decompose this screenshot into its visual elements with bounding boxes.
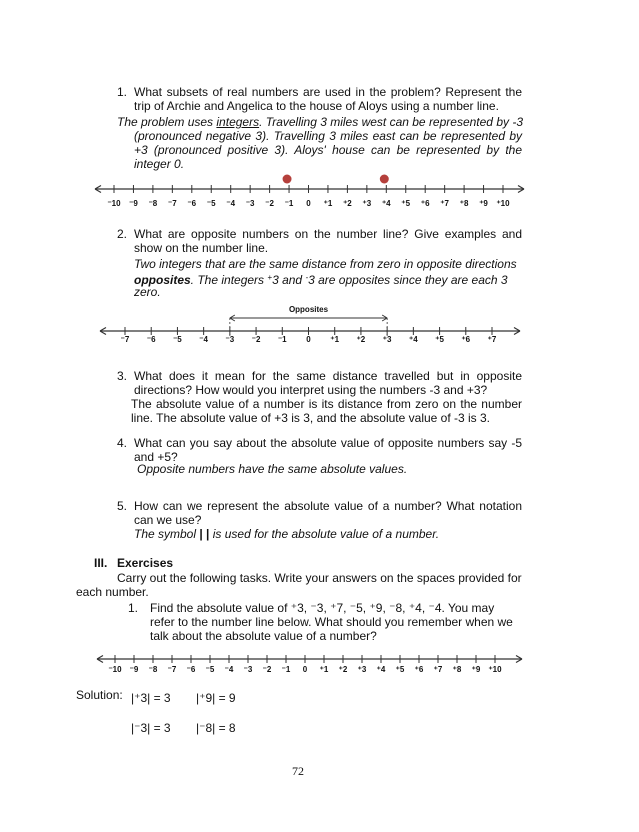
tick-label: ⁺7	[433, 665, 443, 674]
q2-number: 2.	[117, 227, 128, 241]
tick-label: ⁻7	[120, 335, 130, 344]
q1-text-line1: What subsets of real numbers are used in the problem? Represent the	[134, 85, 522, 99]
tick-label: ⁺5	[435, 335, 444, 344]
q2-answer-line2	[134, 271, 508, 287]
tick-label: ⁺2	[343, 199, 352, 208]
bracket-right-arrow-icon	[382, 315, 387, 321]
tick-label: ⁻4	[199, 335, 208, 344]
tick-label: ⁺2	[338, 665, 348, 674]
tick-label: ⁻9	[129, 199, 138, 208]
q3-answer-line2: line. The absolute value of +3 is 3, and the absolute value of -3 is 3.	[131, 411, 491, 425]
right-arrow-icon	[514, 328, 520, 335]
tick-label: ⁺6	[461, 335, 471, 344]
q5-text-line1: How can we represent the absolute value of a number? What notation	[134, 499, 522, 513]
q1-answer-line4: integer 0.	[134, 157, 185, 171]
q2-answer-mid2: 3 and	[272, 273, 306, 287]
tick-label: ⁺9	[471, 665, 481, 674]
tick-label: ⁻6	[187, 199, 197, 208]
tick-label: ⁺1	[330, 335, 340, 344]
q5-answer-post: is used for the absolute value of a number.	[209, 527, 440, 541]
q2-answer-mid1: . The integers	[190, 273, 268, 287]
left-arrow-icon	[97, 656, 103, 663]
exercises-intro-line1: Carry out the following tasks. Write your answers on the spaces provided for	[117, 571, 522, 585]
solution-answer-3: |⁻3| = 3	[131, 721, 171, 735]
tick-label: ⁺5	[401, 199, 411, 208]
q4-text-line1: What can you say about the absolute value of opposite numbers say -5	[134, 436, 522, 450]
tick-label: ⁺8	[459, 199, 469, 208]
q1-answer-line2: (pronounced negative 3). Travelling 3 miles east can be represented by	[134, 129, 522, 143]
tick-label: ⁻3	[245, 199, 255, 208]
tick-label: ⁻5	[205, 665, 215, 674]
position-marker	[283, 175, 292, 184]
q3-number: 3.	[117, 369, 128, 383]
opposites-title: Opposites	[288, 305, 329, 314]
tick-label: ⁺6	[420, 199, 430, 208]
tick-label: 0	[302, 665, 308, 674]
q3-text-line1: What does it mean for the same distance travelled but in opposite	[134, 369, 522, 383]
q5-text-line2: can we use?	[134, 513, 202, 527]
tick-label: 0	[306, 199, 311, 208]
absolute-value-symbol: | |	[199, 527, 210, 541]
q1-number: 1.	[117, 85, 128, 99]
q4-number: 4.	[117, 436, 128, 450]
solution-answer-1: |⁺3| = 3	[131, 691, 171, 705]
q1-answer-line3: +3 (pronounced positive 3). Aloys' house can be represented by the	[134, 143, 522, 157]
left-arrow-icon	[100, 328, 106, 335]
tick-label: ⁻6	[146, 335, 156, 344]
tick-label: ⁻7	[168, 199, 177, 208]
q1-answer-rest: . Travelling 3 miles west can be represented by -3	[259, 115, 523, 129]
solution-answer-2: |⁺9| = 9	[196, 691, 236, 705]
q5-answer-pre: The symbol	[134, 527, 200, 541]
exercise-item-number: 1.	[128, 601, 139, 615]
right-arrow-icon	[516, 656, 522, 663]
q1-answer-pre: The problem uses	[117, 115, 217, 129]
tick-label: ⁻3	[243, 665, 253, 674]
q2-answer-line1: Two integers that are the same distance from zero in opposite directions	[134, 257, 517, 271]
right-arrow-icon	[518, 186, 524, 193]
exercises-roman: III.	[94, 556, 108, 570]
tick-label: ⁻2	[265, 199, 274, 208]
tick-label: ⁻5	[206, 199, 216, 208]
q1-text-line2: trip of Archie and Angelica to the house of Aloys using a number line.	[134, 99, 499, 113]
tick-label: ⁺6	[414, 665, 424, 674]
tick-label: ⁻1	[277, 335, 287, 344]
tick-label: ⁻10	[108, 665, 122, 674]
tick-label: ⁻3	[225, 335, 235, 344]
tick-label: ⁺3	[357, 665, 367, 674]
tick-label: ⁺1	[319, 665, 329, 674]
tick-label: ⁺1	[323, 199, 333, 208]
q5-number: 5.	[117, 499, 128, 513]
q2-answer-sup-minus: -	[305, 273, 309, 282]
tick-label: ⁺4	[381, 199, 391, 208]
tick-label: ⁺3	[382, 335, 392, 344]
exercise-item-line1: Find the absolute value of ⁺3, ⁻3, ⁺7, ⁻5, ⁺9, ⁻8, ⁺4, ⁻4. You may	[150, 601, 495, 615]
tick-label: 0	[306, 335, 311, 344]
exercises-intro-line2: each number.	[76, 585, 149, 599]
tick-label: ⁻4	[224, 665, 234, 674]
q4-text-line2: and +5?	[134, 450, 178, 464]
tick-label: ⁻10	[107, 199, 121, 208]
tick-label: ⁻9	[129, 665, 139, 674]
tick-label: ⁺5	[395, 665, 405, 674]
q2-text-line2: show on the number line.	[134, 241, 269, 255]
q2-answer-opposites: opposites	[134, 273, 191, 287]
tick-label: ⁻5	[173, 335, 182, 344]
q2-answer-mid3: 3 are opposites since they are each 3	[308, 273, 508, 287]
q2-answer-line3: zero.	[134, 285, 161, 299]
tick-label: ⁺2	[356, 335, 366, 344]
position-marker	[380, 175, 389, 184]
tick-label: ⁻8	[148, 665, 158, 674]
q1-answer-integers: integers	[216, 115, 260, 129]
tick-label: ⁻1	[281, 665, 291, 674]
q5-answer-line1	[134, 527, 439, 541]
q2-answer-sup-plus: +	[267, 273, 273, 282]
solution-label: Solution:	[76, 688, 123, 702]
tick-label: ⁻4	[226, 199, 236, 208]
q3-text-line2: directions? How would you interpret using the numbers -3 and +3?	[134, 383, 488, 397]
q4-answer-line1: Opposite numbers have the same absolute values.	[137, 462, 408, 476]
tick-label: ⁺7	[440, 199, 449, 208]
solution-answer-4: |⁻8| = 8	[196, 721, 236, 735]
tick-label: ⁺10	[488, 665, 502, 674]
tick-label: ⁺4	[409, 335, 418, 344]
tick-label: ⁺4	[376, 665, 386, 674]
tick-label: ⁻2	[251, 335, 261, 344]
q2-text-line1: What are opposite numbers on the number line? Give examples and	[134, 227, 522, 241]
tick-label: ⁺9	[479, 199, 488, 208]
tick-label: ⁺3	[362, 199, 372, 208]
exercises-heading: Exercises	[117, 556, 174, 570]
tick-label: ⁻1	[284, 199, 294, 208]
left-arrow-icon	[95, 186, 101, 193]
tick-label: ⁺10	[496, 199, 510, 208]
page-number: 72	[292, 764, 304, 778]
tick-label: ⁻6	[186, 665, 196, 674]
exercise-item-line3: talk about the absolute value of a number?	[150, 629, 377, 643]
bracket-left-arrow-icon	[230, 315, 235, 321]
tick-label: ⁻8	[148, 199, 158, 208]
tick-label: ⁺7	[487, 335, 497, 344]
exercise-item-line2: refer to the number line below. What should you remember when we	[150, 615, 513, 629]
tick-label: ⁻7	[167, 665, 177, 674]
q1-answer-line1	[117, 115, 522, 129]
q3-answer-line1: The absolute value of a number is its distance from zero on the number	[131, 397, 522, 411]
tick-label: ⁻2	[262, 665, 272, 674]
tick-label: ⁺8	[452, 665, 462, 674]
